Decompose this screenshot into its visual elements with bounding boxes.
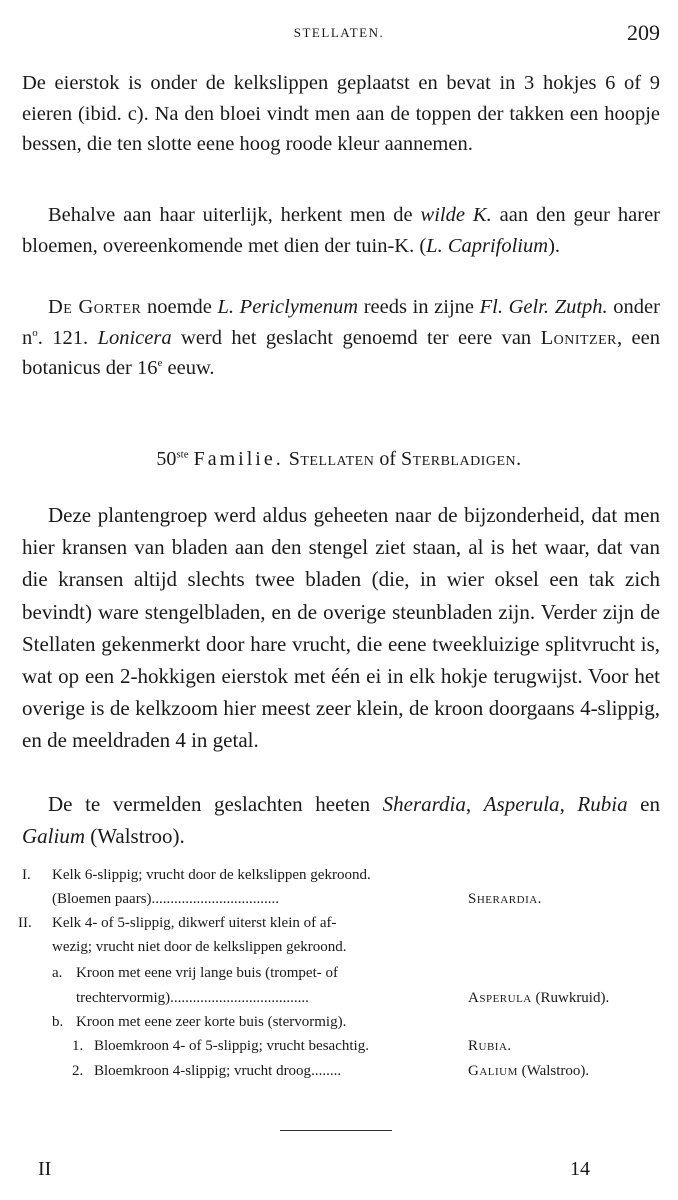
key-line: 1. Bloemkroon 4- of 5-slippig; vrucht besachtig. Rubia. xyxy=(72,1038,512,1054)
section-divider xyxy=(280,1130,392,1131)
signature-mark: II xyxy=(38,1158,52,1180)
paragraph-ovary: De eierstok is onder de kelkslippen geplaatst en bevat in 3 hokjes 6 of 9 eieren (ibid. c). Na den bloei vindt men aan de toppen der takken een hoopje bessen, die ten slotte eene hoog roode kleur aannemen. xyxy=(22,72,660,155)
key-line: trechtervormig)..................................... Asperula (Ruwkruid). xyxy=(76,990,610,1006)
sheet-number: 14 xyxy=(570,1158,590,1180)
paragraph-description: Deze plantengroep werd aldus geheeten naar de bijzonderheid, dat men hier kransen van bladen aan den stengel ziet staan, al is het waar, dat van die kransen altijd slechts twee bladen (die, in wier oksel een tak zich bevindt) ware stengelbladen, en de overige steunbladen zijn. Verder zijn de Stellaten gekenmerkt door hare vrucht, die eene tweekluizige splitvrucht is, wat op een 2-hokkigen eierstok met één ei in elk hokje terugwijst. Voor het overige is de kelkzoom hier meest zeer klein, de kroon doorgaans 4-slippig, en de meeldraden 4 in getal. xyxy=(22,503,660,753)
paragraph-scent: Behalve aan haar uiterlijk, herkent men de wilde K. aan den geur harer bloemen, overeenkomende met dien der tuin-K. (L. Caprifolium). xyxy=(22,204,661,257)
key-line: wezig; vrucht niet door de kelkslippen gekroond. xyxy=(52,939,347,955)
page-number: 209 xyxy=(627,20,660,45)
section-heading: 50ste Familie. Stellaten of Sterbladigen. xyxy=(156,448,522,470)
key-line: II. Kelk 4- of 5-slippig, dikwerf uiterst klein of af- xyxy=(18,915,337,931)
key-line: b. Kroon met eene zeer korte buis (stervormig). xyxy=(52,1014,347,1030)
key-line: 2. Bloemkroon 4-slippig; vrucht droog........ Galium (Walstroo). xyxy=(72,1063,590,1079)
key-line: I. Kelk 6-slippig; vrucht door de kelkslippen gekroond. xyxy=(22,867,371,883)
paragraph-genera: De te vermelden geslachten heeten Sherardia, Asperula, Rubia en Galium (Walstroo). xyxy=(22,792,660,849)
key-line: (Bloemen paars).................................. Sherardia. xyxy=(52,891,542,907)
header-title: STELLATEN. xyxy=(293,25,385,40)
paragraph-history: De Gorter noemde L. Periclymenum reeds in zijne Fl. Gelr. Zutph. onder $n^o$. 121. Lonicera werd het geslacht genoemd ter eere van Lonitzer, een botanicus der 16e eeuw. xyxy=(22,296,660,379)
key-line: a. Kroon met eene vrij lange buis (trompet- of xyxy=(52,965,339,981)
identification-key xyxy=(0,860,678,1100)
